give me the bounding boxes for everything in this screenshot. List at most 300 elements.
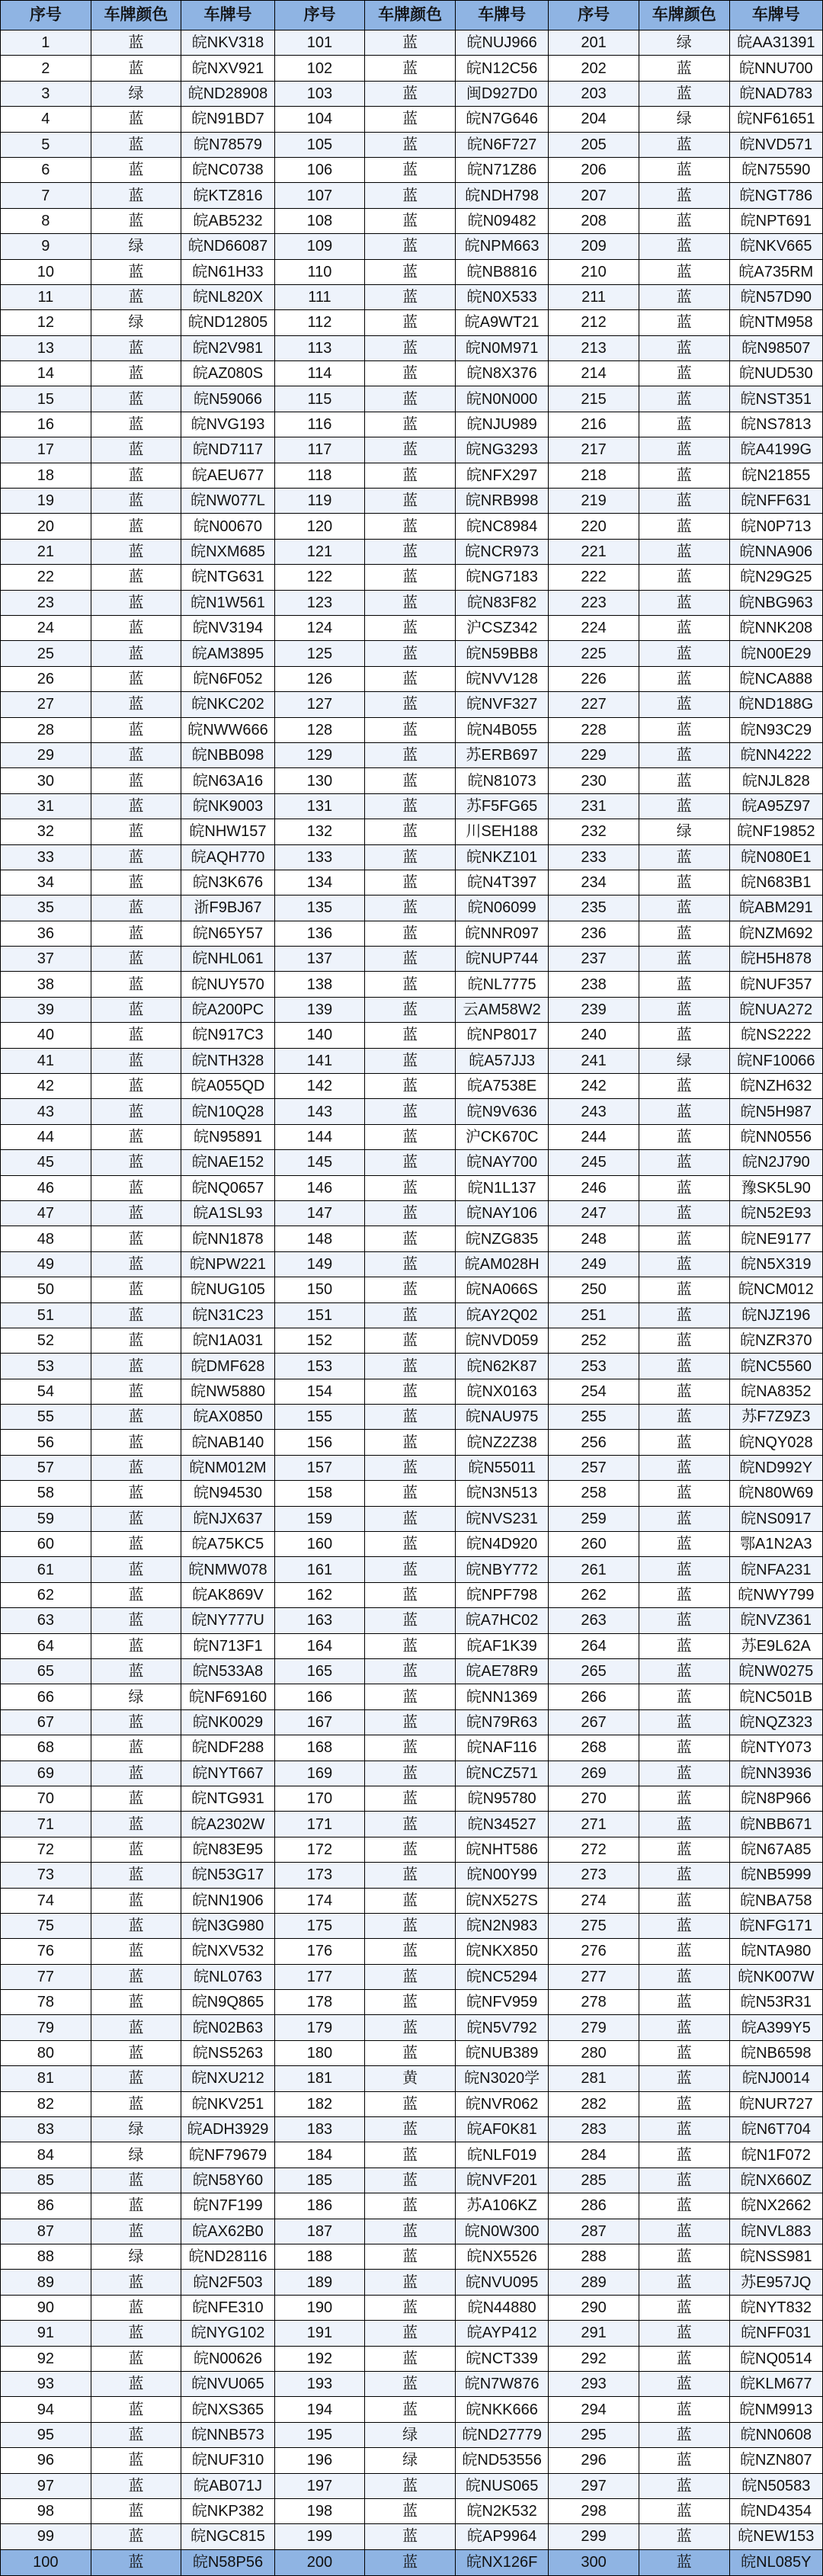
cell-index: 57 xyxy=(1,1455,91,1480)
cell-plate-color: 蓝 xyxy=(365,1302,456,1328)
cell-index: 261 xyxy=(549,1557,639,1582)
cell-index: 125 xyxy=(274,641,365,666)
cell-index: 2 xyxy=(1,56,91,81)
cell-plate-number: 皖NRB998 xyxy=(456,489,549,514)
cell-index: 280 xyxy=(549,2040,639,2065)
cell-plate-color: 绿 xyxy=(365,2422,456,2447)
cell-plate-color: 蓝 xyxy=(365,972,456,997)
cell-index: 135 xyxy=(274,896,365,921)
header-plate-color: 车牌颜色 xyxy=(91,1,181,30)
cell-plate-number: 皖NL820X xyxy=(181,284,274,309)
cell-plate-number: 皖NCT339 xyxy=(456,2346,549,2371)
cell-plate-color: 蓝 xyxy=(365,1837,456,1862)
cell-plate-color: 蓝 xyxy=(365,2524,456,2549)
cell-plate-number: 皖NZN807 xyxy=(729,2448,822,2473)
cell-plate-color: 蓝 xyxy=(365,1048,456,1073)
cell-plate-color: 蓝 xyxy=(91,1761,181,1786)
cell-plate-color: 蓝 xyxy=(639,1175,729,1200)
cell-plate-number: 皖NUG105 xyxy=(181,1277,274,1302)
cell-plate-color: 蓝 xyxy=(365,590,456,615)
cell-index: 54 xyxy=(1,1379,91,1404)
table-row xyxy=(1,1964,823,1989)
cell-plate-number: 皖NN4222 xyxy=(729,742,822,767)
cell-index: 105 xyxy=(274,132,365,157)
cell-index: 191 xyxy=(274,2321,365,2346)
cell-plate-color: 蓝 xyxy=(365,489,456,514)
cell-plate-number: 皖A75KC5 xyxy=(181,1532,274,1557)
cell-index: 283 xyxy=(549,2117,639,2142)
table-row xyxy=(1,2066,823,2091)
cell-plate-number: 皖NBA758 xyxy=(729,1888,822,1913)
cell-index: 94 xyxy=(1,2397,91,2422)
cell-plate-number: 皖N31C23 xyxy=(181,1302,274,1328)
cell-index: 70 xyxy=(1,1786,91,1811)
cell-index: 222 xyxy=(549,565,639,590)
cell-index: 246 xyxy=(549,1175,639,1200)
cell-plate-number: 皖N67A85 xyxy=(729,1837,822,1862)
cell-plate-color: 蓝 xyxy=(91,1175,181,1200)
cell-plate-number: 皖NS2222 xyxy=(729,1023,822,1048)
table-row xyxy=(1,335,823,360)
cell-index: 66 xyxy=(1,1684,91,1709)
cell-plate-color: 蓝 xyxy=(639,2498,729,2523)
cell-plate-color: 蓝 xyxy=(639,1608,729,1633)
cell-plate-number: 皖NFX297 xyxy=(456,463,549,488)
table-row xyxy=(1,157,823,182)
cell-plate-color: 蓝 xyxy=(365,1913,456,1938)
table-row xyxy=(1,361,823,386)
table-row xyxy=(1,565,823,590)
cell-index: 75 xyxy=(1,1913,91,1938)
cell-index: 89 xyxy=(1,2270,91,2295)
cell-plate-number: 皖NKK666 xyxy=(456,2397,549,2422)
table-row xyxy=(1,2015,823,2040)
table-row xyxy=(1,132,823,157)
cell-index: 115 xyxy=(274,386,365,412)
cell-plate-number: 皖ND28116 xyxy=(181,2244,274,2269)
cell-index: 273 xyxy=(549,1863,639,1888)
cell-index: 91 xyxy=(1,2321,91,2346)
table-row xyxy=(1,183,823,208)
cell-plate-number: 皖ND53556 xyxy=(456,2448,549,2473)
cell-plate-color: 蓝 xyxy=(91,284,181,309)
cell-plate-color: 蓝 xyxy=(91,1150,181,1175)
cell-plate-number: 皖NUF310 xyxy=(181,2448,274,2473)
table-row xyxy=(1,2270,823,2295)
cell-plate-number: 皖NC5294 xyxy=(456,1964,549,1989)
cell-index: 199 xyxy=(274,2524,365,2549)
cell-plate-color: 蓝 xyxy=(639,793,729,819)
cell-index: 214 xyxy=(549,361,639,386)
table-row xyxy=(1,1709,823,1735)
cell-index: 129 xyxy=(274,742,365,767)
cell-index: 281 xyxy=(549,2066,639,2091)
cell-plate-number: 皖N3K676 xyxy=(181,870,274,895)
cell-index: 264 xyxy=(549,1633,639,1658)
cell-plate-number: 皖N9V636 xyxy=(456,1099,549,1124)
cell-plate-number: 皖NYG102 xyxy=(181,2321,274,2346)
cell-plate-color: 蓝 xyxy=(91,335,181,360)
cell-index: 242 xyxy=(549,1074,639,1099)
cell-index: 1 xyxy=(1,30,91,56)
cell-index: 237 xyxy=(549,947,639,972)
table-row xyxy=(1,2473,823,2498)
cell-plate-number: 闽D927D0 xyxy=(456,81,549,106)
cell-plate-number: 皖N00626 xyxy=(181,2346,274,2371)
cell-plate-number: 皖NVS231 xyxy=(456,1506,549,1531)
cell-plate-number: 皖N533A8 xyxy=(181,1659,274,1684)
cell-index: 266 xyxy=(549,1684,639,1709)
cell-plate-color: 蓝 xyxy=(639,2346,729,2371)
cell-plate-color: 蓝 xyxy=(639,2422,729,2447)
cell-plate-number: 皖N0W300 xyxy=(456,2219,549,2244)
cell-index: 245 xyxy=(549,1150,639,1175)
cell-plate-number: 皖N61H33 xyxy=(181,259,274,284)
cell-index: 148 xyxy=(274,1226,365,1251)
cell-plate-number: 皖N1W561 xyxy=(181,590,274,615)
cell-index: 119 xyxy=(274,489,365,514)
cell-plate-number: 皖NAF116 xyxy=(456,1735,549,1761)
cell-index: 28 xyxy=(1,717,91,742)
cell-plate-number: 皖N83E95 xyxy=(181,1837,274,1862)
cell-plate-number: 皖AF1K39 xyxy=(456,1633,549,1658)
cell-plate-color: 蓝 xyxy=(91,1582,181,1607)
cell-plate-number: 皖N3G980 xyxy=(181,1913,274,1938)
cell-plate-color: 蓝 xyxy=(91,463,181,488)
cell-index: 239 xyxy=(549,997,639,1022)
cell-index: 23 xyxy=(1,590,91,615)
table-row xyxy=(1,768,823,793)
cell-plate-color: 蓝 xyxy=(365,2244,456,2269)
cell-plate-number: 皖NX0163 xyxy=(456,1379,549,1404)
cell-index: 44 xyxy=(1,1124,91,1149)
cell-plate-color: 蓝 xyxy=(639,1099,729,1124)
table-row xyxy=(1,692,823,717)
cell-plate-color: 蓝 xyxy=(91,2167,181,2193)
cell-plate-color: 蓝 xyxy=(639,1200,729,1226)
cell-plate-color: 蓝 xyxy=(91,1506,181,1531)
cell-index: 220 xyxy=(549,514,639,539)
cell-plate-number: 皖NUD530 xyxy=(729,361,822,386)
cell-plate-color: 蓝 xyxy=(639,2040,729,2065)
cell-plate-color: 蓝 xyxy=(91,2549,181,2575)
cell-index: 34 xyxy=(1,870,91,895)
cell-index: 231 xyxy=(549,793,639,819)
table-row xyxy=(1,107,823,132)
cell-plate-color: 蓝 xyxy=(91,2346,181,2371)
cell-plate-color: 蓝 xyxy=(639,2244,729,2269)
cell-index: 201 xyxy=(549,30,639,56)
cell-plate-number: 皖NQZ323 xyxy=(729,1709,822,1735)
cell-index: 216 xyxy=(549,412,639,437)
cell-plate-number: 皖NWW666 xyxy=(181,717,274,742)
cell-plate-color: 蓝 xyxy=(639,1990,729,2015)
cell-plate-number: 皖NJX637 xyxy=(181,1506,274,1531)
cell-plate-color: 蓝 xyxy=(639,157,729,182)
cell-plate-color: 蓝 xyxy=(639,870,729,895)
cell-plate-color: 蓝 xyxy=(639,2167,729,2193)
cell-plate-number: 皖AB071J xyxy=(181,2473,274,2498)
cell-plate-color: 蓝 xyxy=(365,2346,456,2371)
cell-plate-color: 蓝 xyxy=(639,1506,729,1531)
cell-plate-color: 蓝 xyxy=(365,1684,456,1709)
cell-index: 286 xyxy=(549,2193,639,2219)
header-plate-number: 车牌号 xyxy=(181,1,274,30)
cell-plate-color: 蓝 xyxy=(365,132,456,157)
table-row xyxy=(1,1354,823,1379)
cell-plate-number: 皖N5X319 xyxy=(729,1251,822,1277)
cell-index: 26 xyxy=(1,666,91,691)
cell-plate-number: 皖NK0029 xyxy=(181,1709,274,1735)
table-row xyxy=(1,742,823,767)
cell-plate-color: 蓝 xyxy=(91,1124,181,1149)
cell-plate-number: 皖N62K87 xyxy=(456,1354,549,1379)
table-row xyxy=(1,2091,823,2116)
cell-plate-color: 蓝 xyxy=(91,1074,181,1099)
cell-index: 155 xyxy=(274,1405,365,1430)
cell-index: 253 xyxy=(549,1354,639,1379)
cell-plate-number: 皖NL0763 xyxy=(181,1964,274,1989)
cell-index: 215 xyxy=(549,386,639,412)
cell-index: 103 xyxy=(274,81,365,106)
cell-plate-number: 皖NTG631 xyxy=(181,565,274,590)
table-row xyxy=(1,30,823,56)
cell-plate-number: 皖NZH632 xyxy=(729,1074,822,1099)
cell-plate-number: 皖N91BD7 xyxy=(181,107,274,132)
cell-plate-color: 蓝 xyxy=(91,819,181,844)
cell-plate-number: 皖NP8017 xyxy=(456,1023,549,1048)
cell-plate-number: 皖NA8352 xyxy=(729,1379,822,1404)
cell-plate-color: 蓝 xyxy=(365,768,456,793)
cell-plate-color: 蓝 xyxy=(639,896,729,921)
cell-index: 116 xyxy=(274,412,365,437)
table-row xyxy=(1,539,823,564)
cell-plate-color: 蓝 xyxy=(365,1481,456,1506)
table-row xyxy=(1,1405,823,1430)
cell-index: 256 xyxy=(549,1430,639,1455)
cell-plate-color: 蓝 xyxy=(639,742,729,767)
cell-plate-color: 蓝 xyxy=(91,157,181,182)
cell-plate-number: 皖NST351 xyxy=(729,386,822,412)
cell-plate-number: 皖NYT667 xyxy=(181,1761,274,1786)
cell-index: 296 xyxy=(549,2448,639,2473)
cell-plate-number: 皖NFG171 xyxy=(729,1913,822,1938)
cell-index: 15 xyxy=(1,386,91,412)
cell-index: 250 xyxy=(549,1277,639,1302)
cell-plate-color: 蓝 xyxy=(91,615,181,640)
cell-index: 4 xyxy=(1,107,91,132)
cell-index: 132 xyxy=(274,819,365,844)
cell-plate-number: 皖N09482 xyxy=(456,208,549,233)
cell-plate-color: 蓝 xyxy=(639,1812,729,1837)
cell-plate-number: 皖NYT832 xyxy=(729,2295,822,2320)
cell-plate-color: 蓝 xyxy=(91,1557,181,1582)
cell-index: 65 xyxy=(1,1659,91,1684)
cell-plate-color: 蓝 xyxy=(639,386,729,412)
cell-index: 221 xyxy=(549,539,639,564)
cell-index: 259 xyxy=(549,1506,639,1531)
cell-plate-number: 皖NTM958 xyxy=(729,310,822,335)
cell-plate-number: 皖AZ080S xyxy=(181,361,274,386)
cell-index: 196 xyxy=(274,2448,365,2473)
cell-index: 14 xyxy=(1,361,91,386)
cell-index: 72 xyxy=(1,1837,91,1862)
cell-index: 99 xyxy=(1,2524,91,2549)
cell-plate-number: 皖N94530 xyxy=(181,1481,274,1506)
cell-plate-number: 沪CK670C xyxy=(456,1124,549,1149)
table-row xyxy=(1,1430,823,1455)
cell-plate-number: 皖N2F503 xyxy=(181,2270,274,2295)
cell-plate-color: 蓝 xyxy=(639,81,729,106)
cell-plate-color: 蓝 xyxy=(639,310,729,335)
cell-plate-color: 蓝 xyxy=(639,641,729,666)
cell-plate-number: 皖NZM692 xyxy=(729,921,822,946)
cell-plate-color: 蓝 xyxy=(365,896,456,921)
cell-plate-number: 皖NUA272 xyxy=(729,997,822,1022)
cell-plate-color: 蓝 xyxy=(91,921,181,946)
cell-plate-number: 皖NCR973 xyxy=(456,539,549,564)
cell-plate-color: 蓝 xyxy=(639,1251,729,1277)
cell-plate-color: 蓝 xyxy=(639,2117,729,2142)
cell-plate-number: 皖NJL828 xyxy=(729,768,822,793)
table-row xyxy=(1,2142,823,2167)
cell-plate-number: 皖N57D90 xyxy=(729,284,822,309)
cell-plate-color: 蓝 xyxy=(639,1939,729,1964)
cell-index: 5 xyxy=(1,132,91,157)
cell-index: 98 xyxy=(1,2498,91,2523)
cell-plate-color: 蓝 xyxy=(639,259,729,284)
cell-plate-color: 蓝 xyxy=(91,1099,181,1124)
cell-plate-color: 黄 xyxy=(365,2066,456,2091)
cell-plate-color: 蓝 xyxy=(365,2142,456,2167)
cell-plate-number: 皖NY777U xyxy=(181,1608,274,1633)
cell-plate-color: 蓝 xyxy=(639,1226,729,1251)
cell-index: 279 xyxy=(549,2015,639,2040)
table-row xyxy=(1,2346,823,2371)
cell-plate-number: 皖NFV959 xyxy=(456,1990,549,2015)
cell-plate-number: 皖A7HC02 xyxy=(456,1608,549,1633)
cell-plate-number: 皖ABM291 xyxy=(729,896,822,921)
cell-plate-color: 蓝 xyxy=(639,1405,729,1430)
cell-plate-number: 皖NFF031 xyxy=(729,2321,822,2346)
cell-plate-color: 蓝 xyxy=(91,2040,181,2065)
cell-plate-color: 蓝 xyxy=(365,2397,456,2422)
cell-plate-number: 皖ND28908 xyxy=(181,81,274,106)
cell-index: 88 xyxy=(1,2244,91,2269)
cell-plate-number: 皖AA31391 xyxy=(729,30,822,56)
cell-index: 295 xyxy=(549,2422,639,2447)
cell-plate-color: 蓝 xyxy=(91,997,181,1022)
cell-plate-number: 皖N0M971 xyxy=(456,335,549,360)
cell-plate-color: 蓝 xyxy=(91,2270,181,2295)
cell-index: 223 xyxy=(549,590,639,615)
cell-plate-number: 皖NW5880 xyxy=(181,1379,274,1404)
cell-index: 194 xyxy=(274,2397,365,2422)
cell-index: 85 xyxy=(1,2167,91,2193)
cell-plate-color: 蓝 xyxy=(639,1074,729,1099)
cell-index: 198 xyxy=(274,2498,365,2523)
cell-index: 233 xyxy=(549,844,639,870)
cell-plate-color: 蓝 xyxy=(91,1302,181,1328)
cell-plate-number: 皖NC501B xyxy=(729,1684,822,1709)
cell-plate-number: 皖N6F052 xyxy=(181,666,274,691)
cell-index: 109 xyxy=(274,234,365,259)
table-row xyxy=(1,284,823,309)
cell-plate-color: 蓝 xyxy=(639,717,729,742)
cell-plate-color: 蓝 xyxy=(639,2321,729,2346)
cell-plate-number: 皖NAB140 xyxy=(181,1430,274,1455)
table-row xyxy=(1,972,823,997)
table-row xyxy=(1,386,823,412)
cell-plate-number: 皖NF79679 xyxy=(181,2142,274,2167)
cell-plate-color: 蓝 xyxy=(365,1379,456,1404)
cell-plate-number: 皖NPF798 xyxy=(456,1582,549,1607)
cell-plate-number: 皖A399Y5 xyxy=(729,2015,822,2040)
cell-plate-number: 皖N2V981 xyxy=(181,335,274,360)
cell-index: 298 xyxy=(549,2498,639,2523)
cell-plate-number: 皖N3020学 xyxy=(456,2066,549,2091)
cell-plate-color: 蓝 xyxy=(365,81,456,106)
cell-plate-color: 蓝 xyxy=(91,2498,181,2523)
table-row xyxy=(1,947,823,972)
cell-plate-number: 皖A735RM xyxy=(729,259,822,284)
cell-plate-number: 皖NM012M xyxy=(181,1455,274,1480)
cell-plate-color: 蓝 xyxy=(91,2422,181,2447)
cell-plate-color: 蓝 xyxy=(91,870,181,895)
cell-plate-color: 蓝 xyxy=(91,1405,181,1430)
cell-plate-number: 皖NAU975 xyxy=(456,1405,549,1430)
cell-plate-number: 皖NPM663 xyxy=(456,234,549,259)
cell-plate-number: 皖N1F072 xyxy=(729,2142,822,2167)
header-index: 序号 xyxy=(274,1,365,30)
cell-plate-color: 蓝 xyxy=(91,1277,181,1302)
cell-index: 193 xyxy=(274,2371,365,2396)
cell-plate-color: 蓝 xyxy=(365,1532,456,1557)
cell-plate-number: 皖AM3895 xyxy=(181,641,274,666)
cell-plate-color: 蓝 xyxy=(639,1124,729,1149)
cell-plate-number: 皖A9WT21 xyxy=(456,310,549,335)
cell-index: 287 xyxy=(549,2219,639,2244)
cell-plate-number: 皖NTY073 xyxy=(729,1735,822,1761)
cell-index: 80 xyxy=(1,2040,91,2065)
cell-index: 110 xyxy=(274,259,365,284)
cell-plate-color: 蓝 xyxy=(639,2524,729,2549)
cell-plate-color: 蓝 xyxy=(91,1430,181,1455)
cell-index: 39 xyxy=(1,997,91,1022)
cell-plate-color: 绿 xyxy=(91,234,181,259)
cell-plate-number: 皖N2N983 xyxy=(456,1913,549,1938)
cell-plate-color: 蓝 xyxy=(365,284,456,309)
cell-plate-color: 蓝 xyxy=(365,1964,456,1989)
cell-index: 84 xyxy=(1,2142,91,2167)
cell-plate-color: 蓝 xyxy=(91,2321,181,2346)
cell-plate-color: 绿 xyxy=(91,2117,181,2142)
cell-index: 144 xyxy=(274,1124,365,1149)
cell-plate-color: 蓝 xyxy=(91,590,181,615)
cell-plate-color: 蓝 xyxy=(365,1074,456,1099)
cell-index: 127 xyxy=(274,692,365,717)
cell-plate-color: 蓝 xyxy=(91,2091,181,2116)
cell-plate-number: 皖NQY028 xyxy=(729,1430,822,1455)
cell-plate-number: 皖NPW221 xyxy=(181,1251,274,1277)
cell-index: 87 xyxy=(1,2219,91,2244)
cell-plate-color: 蓝 xyxy=(639,692,729,717)
cell-index: 69 xyxy=(1,1761,91,1786)
cell-plate-color: 蓝 xyxy=(365,1888,456,1913)
cell-plate-number: 皖N00670 xyxy=(181,514,274,539)
cell-plate-color: 蓝 xyxy=(365,1251,456,1277)
cell-plate-color: 蓝 xyxy=(91,1735,181,1761)
